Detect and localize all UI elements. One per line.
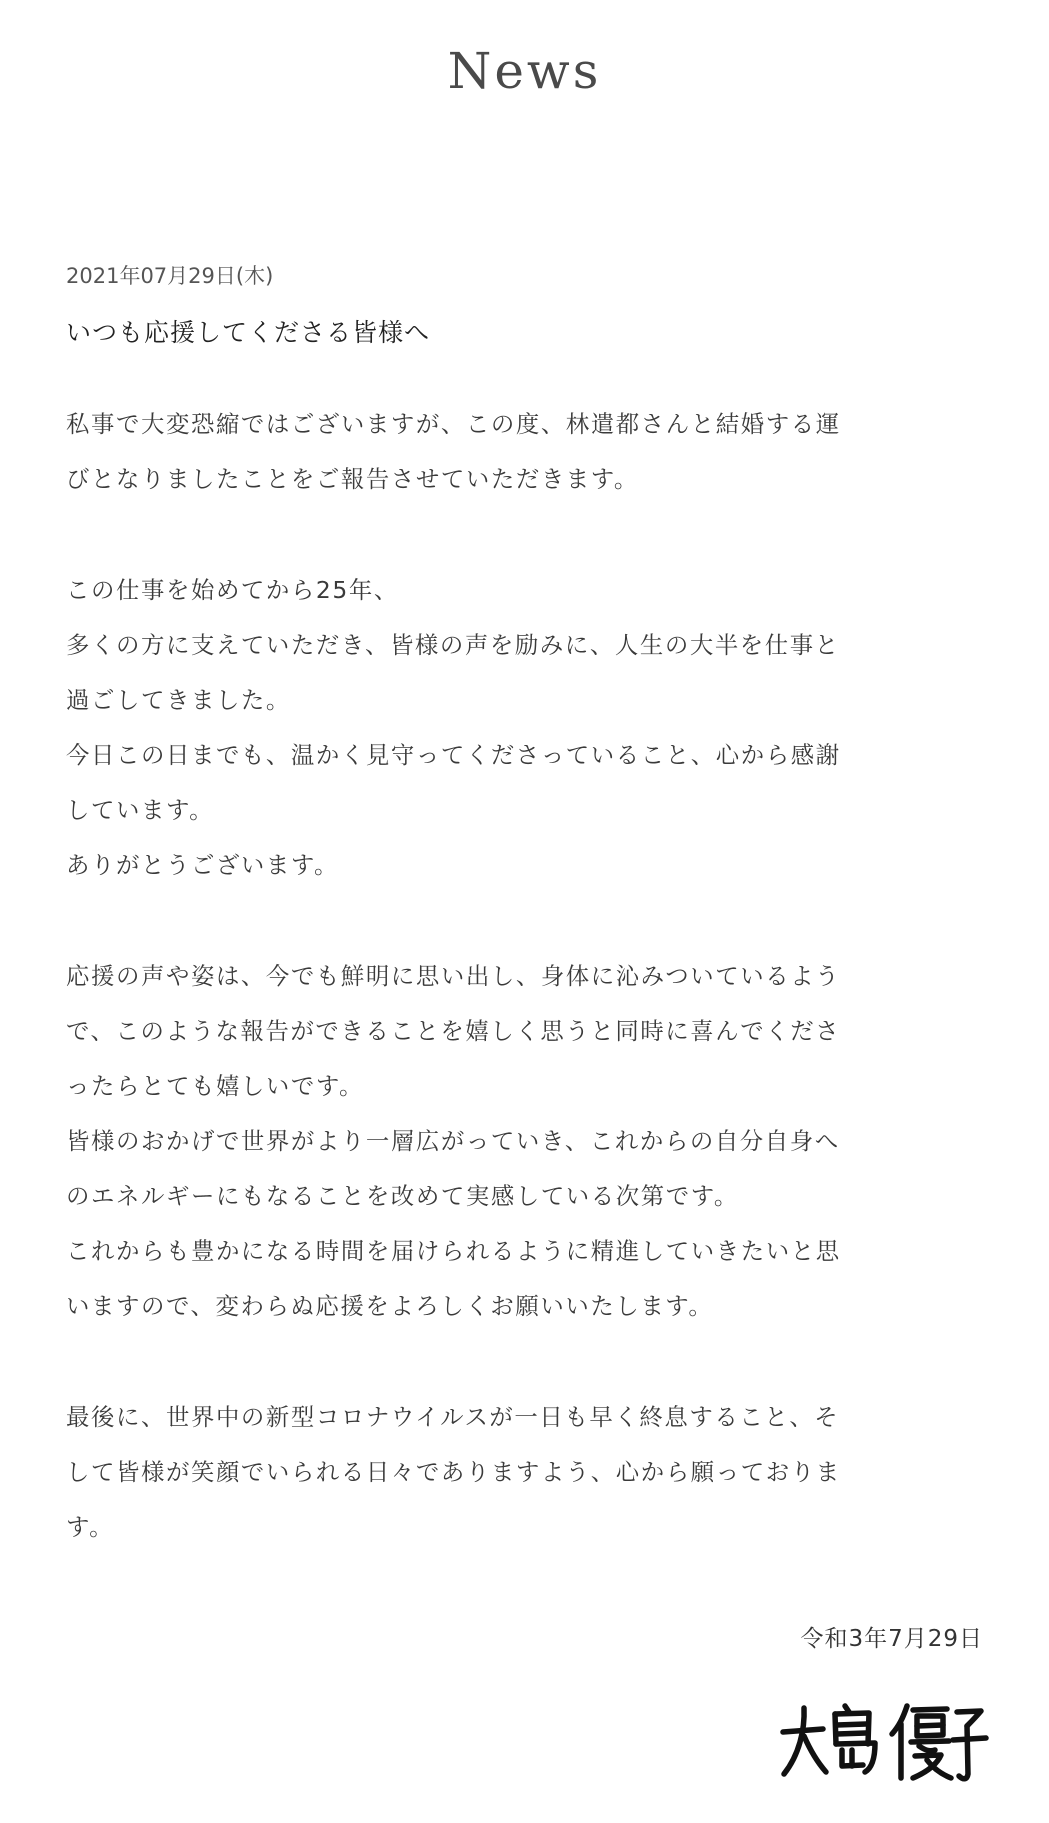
signature (779, 1700, 989, 1794)
paragraph-line: 過ごしてきました。 (66, 686, 291, 714)
paragraph-line: 皆様のおかげで世界がより一層広がっていき、これからの自分自身へ (66, 1127, 840, 1155)
paragraph-line: しています。 (66, 796, 215, 824)
article-paragraph (66, 949, 981, 1334)
page-title: News (447, 42, 602, 100)
paragraph-line: して皆様が笑顔でいられる日々でありますよう、心から願っておりま (66, 1458, 841, 1486)
paragraph-line: ありがとうございます。 (66, 851, 340, 879)
article-paragraph (66, 397, 981, 507)
paragraph-line: す。 (66, 1513, 115, 1541)
article-date: 2021年07月29日(木) (66, 264, 274, 288)
paragraph-line: いますので、変わらぬ応援をよろしくお願いいたします。 (66, 1292, 714, 1320)
paragraph-line: のエネルギーにもなることを改めて実感している次第です。 (66, 1182, 739, 1210)
paragraph-line: これからも豊かになる時間を届けられるように精進していきたいと思 (66, 1237, 841, 1265)
paragraph-line: で、このような報告ができることを嬉しく思うと同時に喜んでくださ (66, 1017, 841, 1045)
paragraph-line: びとなりましたことをご報告させていただきます。 (66, 465, 639, 493)
paragraph-line: 多くの方に支えていただき、皆様の声を励みに、人生の大半を仕事と (66, 631, 840, 659)
paragraph-line: 応援の声や姿は、今でも鮮明に思い出し、身体に沁みついているよう (66, 962, 841, 990)
signature-image (779, 1700, 989, 1790)
paragraph-line: 今日この日までも、温かく見守ってくださっていること、心から感謝 (66, 741, 841, 769)
paragraph-line: 私事で大変恐縮ではございますが、この度、林遣都さんと結婚する運 (66, 410, 841, 438)
article-paragraph (66, 1390, 981, 1555)
news-article (66, 256, 981, 1611)
paragraph-line: ったらとても嬉しいです。 (66, 1072, 365, 1100)
article-body (66, 397, 981, 1555)
paragraph-line: 最後に、世界中の新型コロナウイルスが一日も早く終息すること、そ (66, 1403, 840, 1431)
article-paragraph (66, 563, 981, 893)
article-subject: いつも応援してくださる皆様へ (66, 318, 431, 347)
closing-date: 令和3年7月29日 (800, 1626, 983, 1652)
paragraph-line: この仕事を始めてから25年、 (66, 576, 399, 604)
